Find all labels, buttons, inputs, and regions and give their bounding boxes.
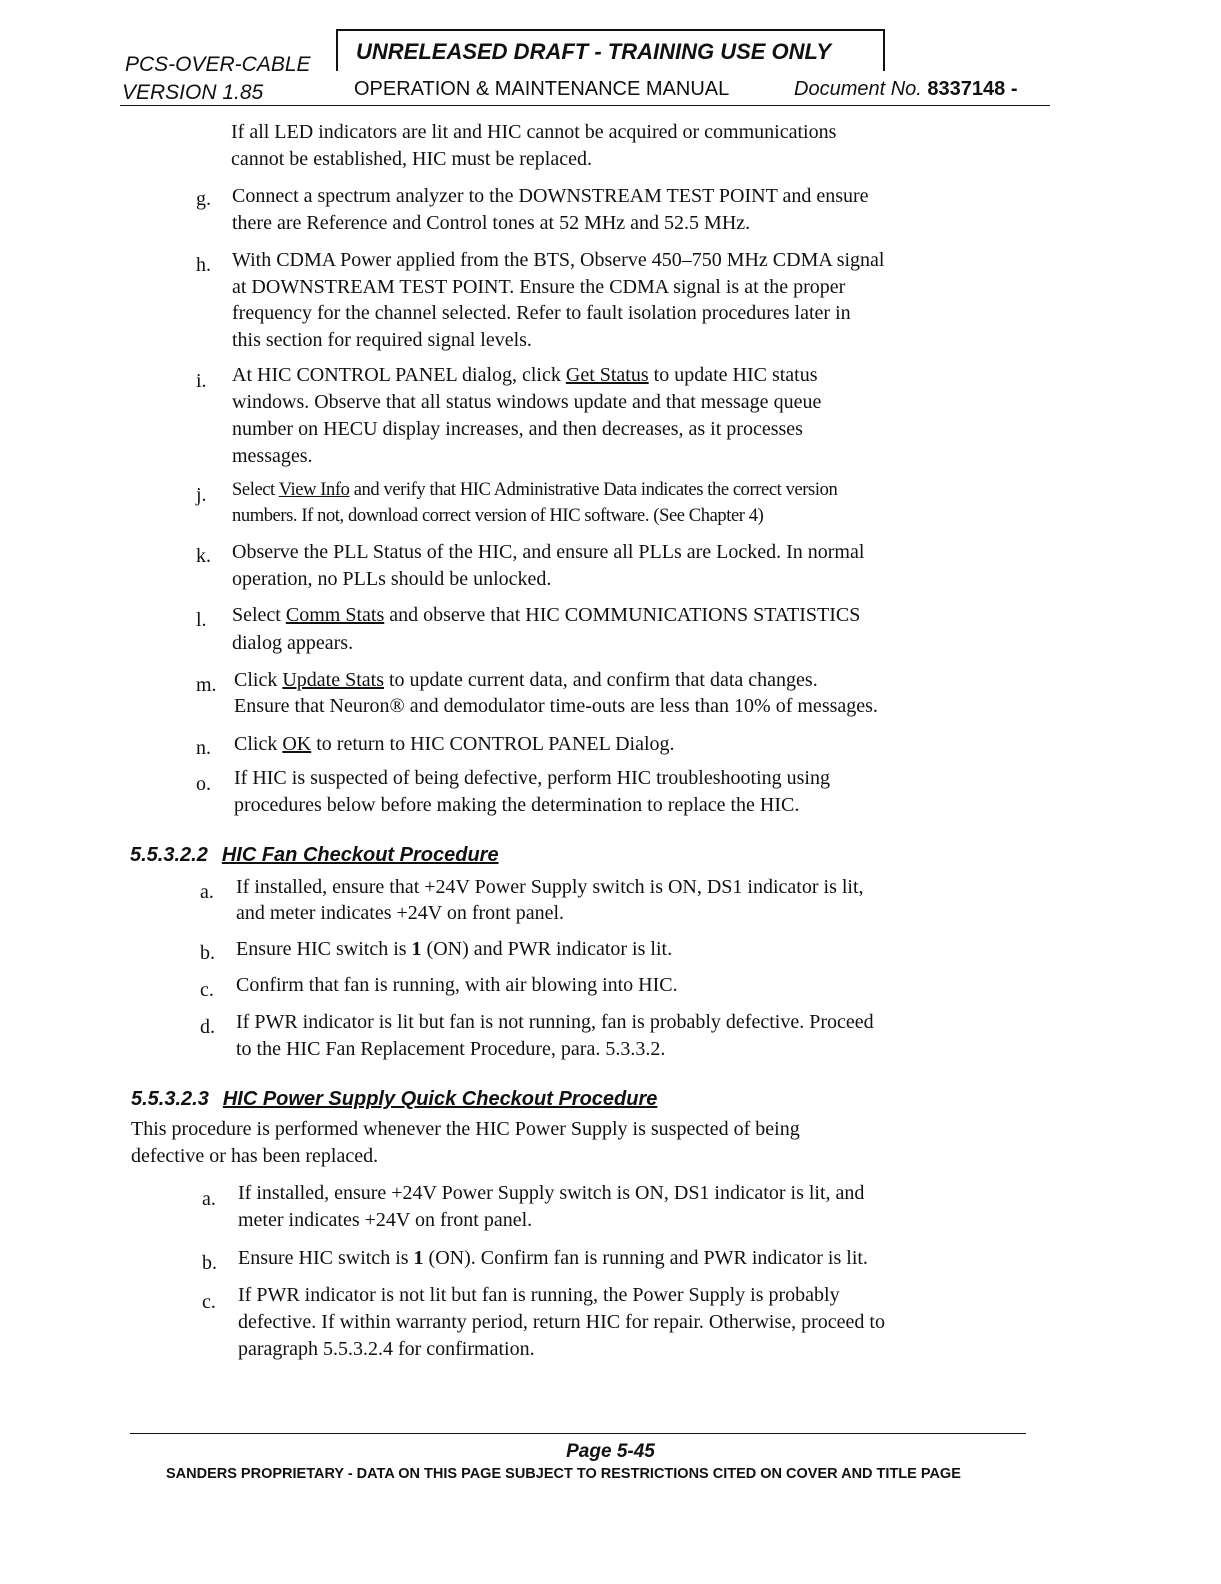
- step-m-text: to update current data, and confirm that data changes.: [384, 669, 818, 691]
- fan-step-letter-d: d.: [200, 1016, 215, 1038]
- step-h-line: at DOWNSTREAM TEST POINT. Ensure the CDMA signal is at the proper: [232, 276, 846, 298]
- step-h-line: With CDMA Power applied from the BTS, Observe 450–750 MHz CDMA signal: [232, 249, 885, 271]
- proprietary-notice: SANDERS PROPRIETARY - DATA ON THIS PAGE SUBJECT TO RESTRICTIONS CITED ON COVER AND TITLE PAGE: [166, 1466, 961, 1482]
- document-number: [794, 78, 1017, 101]
- fan-step-a-line: If installed, ensure that +24V Power Supply switch is ON, DS1 indicator is lit,: [236, 876, 864, 898]
- step-i-line: windows. Observe that all status windows update and that message queue: [232, 391, 822, 413]
- step-j-text: and verify that HIC Administrative Data indicates the correct version: [349, 480, 838, 500]
- ps-step-b-text: Ensure HIC switch is: [238, 1247, 414, 1269]
- section-title: HIC Power Supply Quick Checkout Procedure: [222, 1088, 658, 1110]
- ps-step-letter-c: c.: [202, 1291, 216, 1313]
- ps-step-b-line: [238, 1245, 868, 1272]
- step-l-line: [232, 602, 860, 629]
- step-letter-o: o.: [196, 773, 211, 795]
- step-n-text: Click: [234, 733, 283, 755]
- step-i-text: At HIC CONTROL PANEL dialog, click: [232, 364, 566, 386]
- step-letter-h: h.: [196, 254, 211, 276]
- manual-title: OPERATION & MAINTENANCE MANUAL: [354, 78, 730, 100]
- ps-step-letter-a: a.: [202, 1188, 216, 1210]
- view-info-link: View Info: [278, 480, 350, 500]
- switch-on-value: 1: [413, 1247, 424, 1269]
- ps-step-a-line: meter indicates +24V on front panel.: [238, 1209, 533, 1231]
- section-heading-power-supply-checkout: [131, 1088, 657, 1111]
- draft-notice: UNRELEASED DRAFT - TRAINING USE ONLY: [336, 29, 885, 71]
- step-i-text: to update HIC status: [648, 364, 818, 386]
- step-letter-l: l.: [196, 609, 207, 631]
- step-l-text: and observe that HIC COMMUNICATIONS STATISTICS: [384, 604, 861, 626]
- intro-line: cannot be established, HIC must be replaced.: [231, 148, 592, 170]
- document-number-value: 8337148 -: [927, 78, 1018, 100]
- section-title: HIC Fan Checkout Procedure: [221, 844, 499, 866]
- fan-step-letter-c: c.: [200, 979, 214, 1001]
- step-letter-j: j.: [196, 484, 207, 506]
- step-letter-k: k.: [196, 545, 211, 567]
- step-g-line: Connect a spectrum analyzer to the DOWNSTREAM TEST POINT and ensure: [232, 185, 869, 207]
- section-number: 5.5.3.2.3: [131, 1088, 209, 1110]
- fan-step-a-line: and meter indicates +24V on front panel.: [236, 902, 565, 924]
- step-i-line: [232, 362, 818, 389]
- ps-step-b-text: (ON). Confirm fan is running and PWR indicator is lit.: [423, 1247, 868, 1269]
- step-m-line: [234, 667, 818, 694]
- fan-step-letter-b: b.: [200, 942, 215, 964]
- step-k-line: Observe the PLL Status of the HIC, and ensure all PLLs are Locked. In normal: [232, 541, 865, 563]
- step-letter-g: g.: [196, 188, 211, 210]
- step-letter-i: i.: [196, 370, 207, 392]
- fan-step-b-text: Ensure HIC switch is: [236, 938, 412, 960]
- step-m-line: Ensure that Neuron® and demodulator time-outs are less than 10% of messages.: [234, 695, 878, 717]
- step-k-line: operation, no PLLs should be unlocked.: [232, 568, 552, 590]
- step-letter-n: n.: [196, 737, 211, 759]
- step-i-line: number on HECU display increases, and then decreases, as it processes: [232, 418, 803, 440]
- switch-on-value: 1: [411, 938, 422, 960]
- ps-step-c-line: If PWR indicator is not lit but fan is running, the Power Supply is probably: [238, 1284, 840, 1306]
- section-number: 5.5.3.2.2: [130, 844, 208, 866]
- step-j-line: [232, 477, 837, 504]
- step-n-text: to return to HIC CONTROL PANEL Dialog.: [311, 733, 675, 755]
- step-n-line: [234, 731, 675, 758]
- ps-step-c-line: defective. If within warranty period, return HIC for repair. Otherwise, proceed to: [238, 1311, 885, 1333]
- fan-step-b-line: [236, 936, 672, 963]
- step-h-line: frequency for the channel selected. Refer to fault isolation procedures later in: [232, 302, 851, 324]
- fan-step-c-line: Confirm that fan is running, with air blowing into HIC.: [236, 974, 678, 996]
- step-o-line: If HIC is suspected of being defective, perform HIC troubleshooting using: [234, 767, 830, 789]
- footer-rule: [130, 1433, 1026, 1434]
- fan-step-letter-a: a.: [200, 881, 214, 903]
- step-g-line: there are Reference and Control tones at 52 MHz and 52.5 MHz.: [232, 212, 751, 234]
- ps-step-a-line: If installed, ensure +24V Power Supply switch is ON, DS1 indicator is lit, and: [238, 1182, 865, 1204]
- section-intro-line: This procedure is performed whenever the HIC Power Supply is suspected of being: [131, 1118, 800, 1140]
- step-h-line: this section for required signal levels.: [232, 329, 532, 351]
- fan-step-b-text: (ON) and PWR indicator is lit.: [421, 938, 673, 960]
- ok-link: OK: [282, 733, 312, 755]
- step-l-line: dialog appears.: [232, 632, 354, 654]
- version-label: VERSION 1.85: [122, 81, 264, 104]
- step-j-text: Select: [232, 480, 279, 500]
- step-o-line: procedures below before making the determination to replace the HIC.: [234, 794, 800, 816]
- comm-stats-link: Comm Stats: [285, 604, 385, 626]
- page-number: Page 5-45: [566, 1441, 655, 1462]
- step-i-line: messages.: [232, 445, 313, 467]
- product-name: PCS-OVER-CABLE: [125, 53, 311, 76]
- update-stats-link: Update Stats: [282, 669, 384, 691]
- ps-step-c-line: paragraph 5.5.3.2.4 for confirmation.: [238, 1338, 535, 1360]
- fan-step-d-line: to the HIC Fan Replacement Procedure, para. 5.3.3.2.: [236, 1038, 666, 1060]
- section-heading-fan-checkout: [130, 844, 499, 867]
- get-status-link: Get Status: [565, 364, 649, 386]
- intro-line: If all LED indicators are lit and HIC cannot be acquired or communications: [231, 121, 837, 143]
- document-number-label: Document No.: [794, 78, 922, 100]
- ps-step-letter-b: b.: [202, 1252, 217, 1274]
- section-intro-line: defective or has been replaced.: [131, 1145, 379, 1167]
- step-l-text: Select: [232, 604, 286, 626]
- step-m-text: Click: [234, 669, 283, 691]
- header-rule: [120, 105, 1050, 106]
- step-j-line: numbers. If not, download correct version of HIC software. (See Chapter 4): [232, 506, 764, 526]
- step-letter-m: m.: [196, 674, 217, 696]
- fan-step-d-line: If PWR indicator is lit but fan is not running, fan is probably defective. Proceed: [236, 1011, 874, 1033]
